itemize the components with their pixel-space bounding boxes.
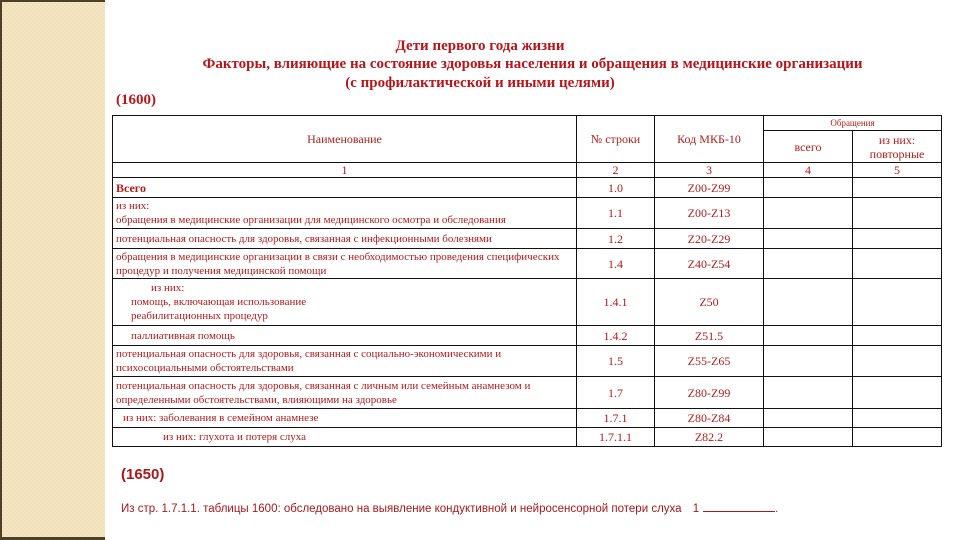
column-header-visits-total: всего: [764, 131, 853, 163]
table-row: [113, 377, 942, 409]
decorative-sidebar-panel: [0, 0, 105, 538]
row-number: 1.4.2: [577, 326, 655, 346]
cell-visits-repeat[interactable]: [853, 249, 942, 279]
row-icd-code: Z82.2: [655, 428, 764, 447]
row-icd-code: Z51.5: [655, 326, 764, 346]
cell-visits-repeat[interactable]: [853, 326, 942, 346]
cell-visits-total[interactable]: [764, 346, 853, 377]
cell-visits-repeat[interactable]: [853, 428, 942, 447]
row-name: потенциальная опасность для здоровья, связанная с личным или семейным анамнезом и определенными обстоятельствами, влияющими на здоровье: [113, 377, 577, 409]
row-icd-code: Z00-Z99: [655, 178, 764, 198]
row-icd-code: Z80-Z99: [655, 377, 764, 409]
row-name: Всего: [113, 178, 577, 198]
table-row: [113, 279, 942, 326]
row-name: помощь, включающая использование реабилитационных процедур: [131, 296, 307, 322]
table-row: [113, 178, 942, 198]
cell-visits-repeat[interactable]: [853, 409, 942, 428]
row-number: 1.4.1: [577, 279, 655, 326]
cell-visits-repeat[interactable]: [853, 178, 942, 198]
row-name-cell: [113, 198, 577, 229]
column-number: 2: [577, 163, 655, 178]
page-subtitle: Факторы, влияющие на состояние здоровья населения и обращения в медицинские организации: [202, 56, 863, 72]
cell-visits-repeat[interactable]: [853, 198, 942, 229]
row-icd-code: Z55-Z65: [655, 346, 764, 377]
cell-visits-repeat[interactable]: [853, 377, 942, 409]
row-number: 1.7.1: [577, 409, 655, 428]
cell-visits-repeat[interactable]: [853, 346, 942, 377]
column-header-visits-group: Обращения: [764, 116, 942, 131]
column-header-name: Наименование: [113, 116, 577, 163]
row-name: из них: глухота и потеря слуха: [113, 428, 577, 447]
row-name-cell: [113, 279, 577, 326]
row-name: потенциальная опасность для здоровья, связанная с инфекционными болезнями: [113, 229, 577, 249]
cell-visits-total[interactable]: [764, 249, 853, 279]
column-number: 1: [113, 163, 577, 178]
table-row: [113, 409, 942, 428]
form-table-1600: [112, 115, 942, 447]
cell-visits-total[interactable]: [764, 428, 853, 447]
row-number: 1.4: [577, 249, 655, 279]
cell-visits-total[interactable]: [764, 377, 853, 409]
column-number: 3: [655, 163, 764, 178]
table-row: [113, 249, 942, 279]
page-subtitle-note: (с профилактической и иными целями): [345, 75, 615, 91]
row-number: 1.7.1.1: [577, 428, 655, 447]
table-row: [113, 346, 942, 377]
table-row: [113, 229, 942, 249]
cell-visits-total[interactable]: [764, 178, 853, 198]
row-icd-code: Z80-Z84: [655, 409, 764, 428]
row-name: паллиативная помощь: [113, 326, 577, 346]
table-row: [113, 326, 942, 346]
footer-fill-in-field[interactable]: [703, 500, 775, 512]
table-row: [113, 428, 942, 447]
footer-note-end: .: [775, 503, 779, 515]
column-header-icd-code: Код МКБ-10: [655, 116, 764, 163]
row-number: 1.0: [577, 178, 655, 198]
row-number: 1.1: [577, 198, 655, 229]
row-number: 1.2: [577, 229, 655, 249]
row-name: обращения в медицинские организации для медицинского осмотра и обследования: [116, 214, 506, 226]
footer-note: [121, 500, 778, 515]
cell-visits-total[interactable]: [764, 198, 853, 229]
column-number: 5: [853, 163, 942, 178]
footer-note-value: 1: [692, 503, 700, 515]
row-name: обращения в медицинские организации в связи с необходимостью проведения специфических процедур и получения медицинской помощи: [113, 249, 577, 279]
row-number: 1.5: [577, 346, 655, 377]
row-icd-code: Z40-Z54: [655, 249, 764, 279]
cell-visits-total[interactable]: [764, 279, 853, 326]
cell-visits-total[interactable]: [764, 229, 853, 249]
row-number: 1.7: [577, 377, 655, 409]
row-icd-code: Z20-Z29: [655, 229, 764, 249]
cell-visits-total[interactable]: [764, 409, 853, 428]
row-icd-code: Z00-Z13: [655, 198, 764, 229]
row-icd-code: Z50: [655, 279, 764, 326]
row-name: из них: заболевания в семейном анамнезе: [113, 409, 577, 428]
cell-visits-repeat[interactable]: [853, 229, 942, 249]
page-title: Дети первого года жизни: [395, 38, 565, 54]
row-name-prefix: из них:: [151, 282, 185, 294]
table-row: [113, 198, 942, 229]
column-numbers-row: [113, 163, 942, 178]
column-number: 4: [764, 163, 853, 178]
column-header-row-no: № строки: [577, 116, 655, 163]
column-header-visits-repeat: из них: повторные: [853, 131, 942, 163]
table-code-1650: (1650): [121, 466, 165, 483]
row-name: потенциальная опасность для здоровья, связанная с социально-экономическими и психосоциальными обстоятельствами: [113, 346, 577, 377]
table-code-1600: (1600): [116, 92, 156, 108]
cell-visits-total[interactable]: [764, 326, 853, 346]
row-name-prefix: из них:: [116, 200, 150, 212]
footer-note-text: Из стр. 1.7.1.1. таблицы 1600: обследовано на выявление кондуктивной и нейросенсорной потери слуха: [121, 503, 682, 515]
cell-visits-repeat[interactable]: [853, 279, 942, 326]
